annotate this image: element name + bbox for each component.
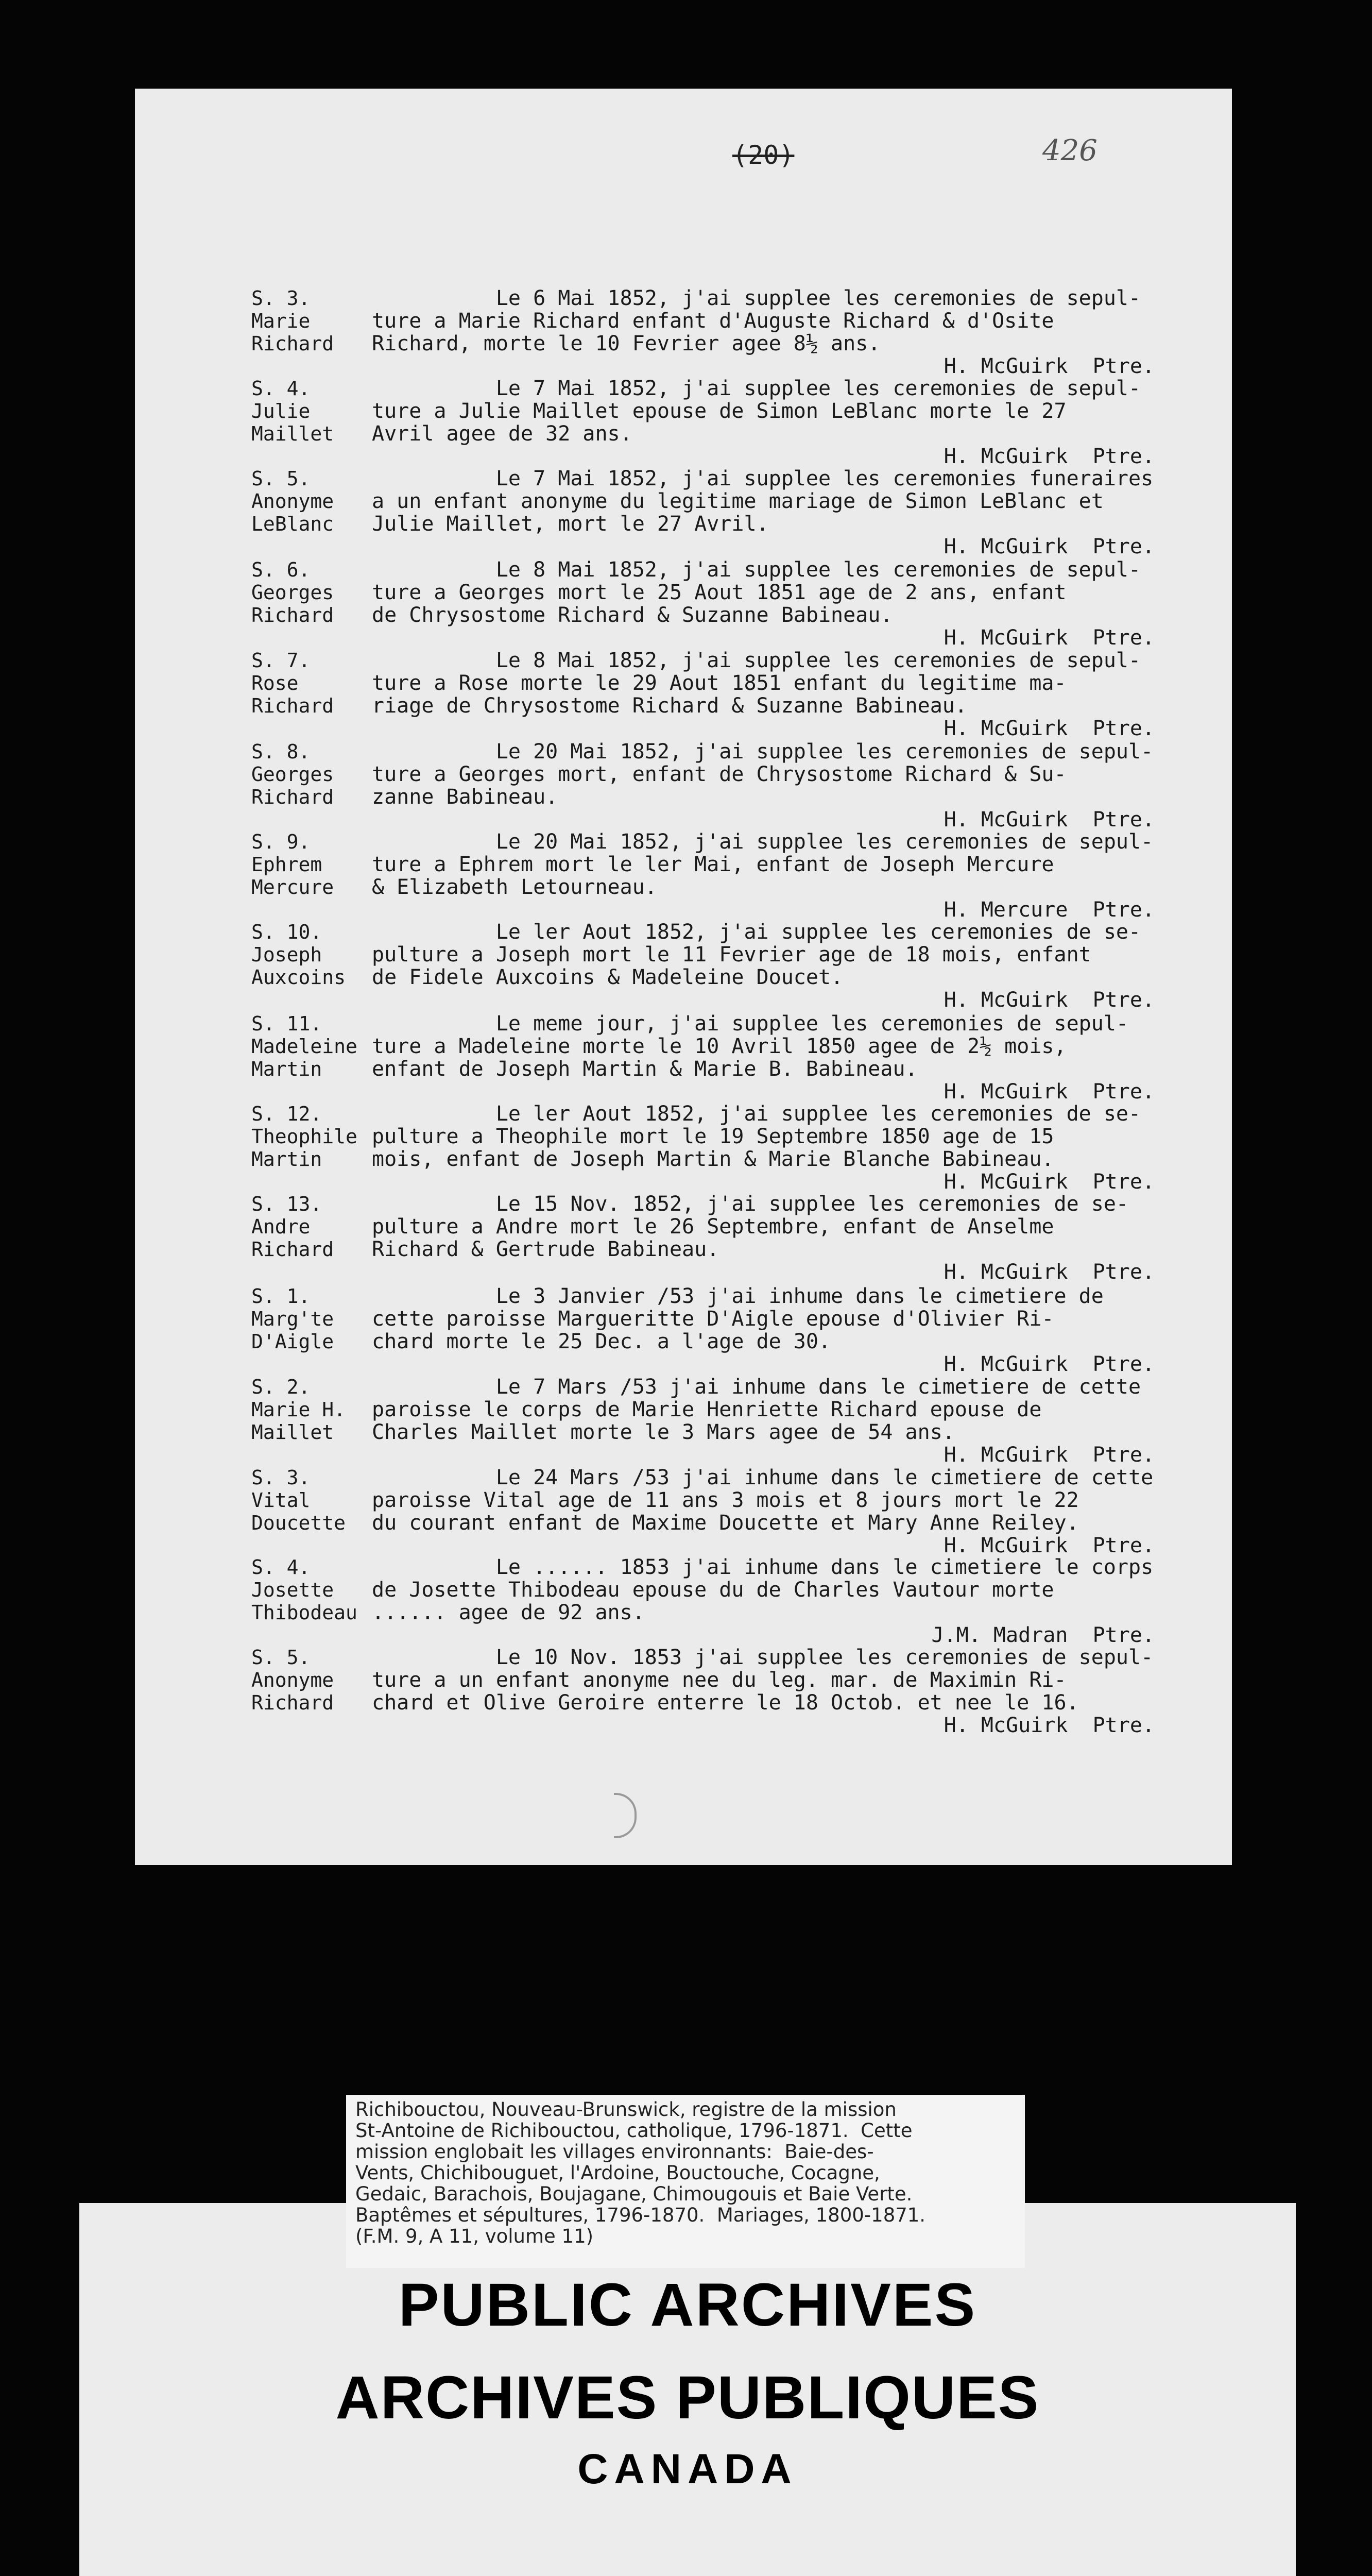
entry-name1: Theophile (251, 1125, 357, 1148)
entry-signature: J.M. Madran Ptre. (931, 1623, 1155, 1647)
entry-text: Le 8 Mai 1852, j'ai supplee les ceremonies de sepul- ture a Rose morte le 29 Aout 1851 enfant du legitime ma- riage de Chrysostome Richard & Suzanne Babineau. (372, 649, 1141, 718)
register-page (135, 89, 1232, 1865)
entry-code: S. 3. (251, 1466, 311, 1489)
entry-name2: Maillet (251, 1421, 334, 1444)
entry-text: Le 8 Mai 1852, j'ai supplee les ceremonies de sepul- ture a Georges mort le 25 Aout 1851 age de 2 ans, enfant de Chrysostome Richard & Suzanne Babineau. (372, 558, 1141, 627)
entry-text: Le ler Aout 1852, j'ai supplee les ceremonies de se- pulture a Joseph mort le 11 Fevrier age de 18 mois, enfant de Fidele Auxcoins & Madeleine Doucet. (372, 920, 1141, 989)
entry-name1: Georges (251, 763, 334, 786)
entry-margin-note (251, 1285, 380, 1353)
entry-margin-note (251, 831, 380, 899)
entry-name2: LeBlanc (251, 513, 334, 535)
entry-signature: H. McGuirk Ptre. (944, 1534, 1155, 1557)
entry-text: Le 6 Mai 1852, j'ai supplee les ceremonies de sepul- ture a Marie Richard enfant d'Auguste Richard & d'Osite Richard, morte le 10 Fevrier agee 8½ ans. (372, 286, 1141, 355)
entry-code: S. 13. (251, 1193, 322, 1215)
entry-margin-note (251, 377, 380, 445)
entry-signature: H. McGuirk Ptre. (944, 535, 1155, 558)
entry-signature: H. McGuirk Ptre. (944, 1080, 1155, 1104)
entry-margin-note (251, 1646, 380, 1714)
entry-text: Le 3 Janvier /53 j'ai inhume dans le cimetiere de cette paroisse Margueritte D'Aigle epouse d'Olivier Ri- chard morte le 25 Dec. a l'age de 30. (372, 1284, 1104, 1353)
entry-margin-note (251, 558, 380, 626)
entry-margin-note (251, 921, 380, 989)
entry-name2: Doucette (251, 1512, 346, 1534)
entry-margin-note (251, 287, 380, 355)
entry-name1: Marie H. (251, 1398, 346, 1421)
entry-text: Le 24 Mars /53 j'ai inhume dans le cimetiere de cette paroisse Vital age de 11 ans 3 mois et 8 jours mort le 22 du courant enfant de Maxime Doucette et Mary Anne Reiley. (372, 1466, 1154, 1535)
entry-name1: Andre (251, 1215, 311, 1238)
entry-signature: H. McGuirk Ptre. (944, 1714, 1155, 1737)
entry-text: Le 7 Mars /53 j'ai inhume dans le cimetiere de cette paroisse le corps de Marie Henriette Richard epouse de Charles Maillet morte le 3 Mars agee de 54 ans. (372, 1375, 1141, 1444)
entry-name2: Richard (251, 694, 334, 717)
entry-name2: Mercure (251, 876, 334, 899)
entry-margin-note (251, 1193, 380, 1261)
entry-text: Le 20 Mai 1852, j'ai supplee les ceremonies de sepul- ture a Ephrem mort le ler Mai, enfant de Joseph Mercure & Elizabeth Letourneau. (372, 830, 1154, 899)
entry-margin-note (251, 467, 380, 535)
entry-name1: Madeleine (251, 1035, 357, 1058)
entry-name2: Richard (251, 1691, 334, 1714)
entry-name2: Martin (251, 1148, 322, 1171)
entry-name1: Vital (251, 1489, 311, 1512)
entry-signature: H. McGuirk Ptre. (944, 808, 1155, 832)
entry-code: S. 12. (251, 1103, 322, 1125)
entry-code: S. 9. (251, 831, 311, 853)
entry-name1: Joseph (251, 943, 322, 966)
folio-number: 426 (1042, 134, 1097, 167)
entry-code: S. 4. (251, 1556, 311, 1579)
entry-signature: H. McGuirk Ptre. (944, 1170, 1155, 1194)
entry-margin-note (251, 1376, 380, 1444)
entry-name2: D'Aigle (251, 1330, 334, 1353)
entry-name1: Ephrem (251, 853, 322, 876)
entry-name1: Marg'te (251, 1308, 334, 1330)
entry-name2: Richard (251, 332, 334, 355)
entry-margin-note (251, 1556, 380, 1624)
entry-margin-note (251, 649, 380, 717)
entry-text: Le 15 Nov. 1852, j'ai supplee les ceremonies de se- pulture a Andre mort le 26 Septembre, enfant de Anselme Richard & Gertrude Babineau. (372, 1192, 1129, 1261)
entry-name1: Marie (251, 310, 311, 332)
entry-signature: H. McGuirk Ptre. (944, 445, 1155, 468)
label-line-3: CANADA (577, 2446, 798, 2493)
entry-code: S. 10. (251, 921, 322, 943)
collection-caption: Richibouctou, Nouveau-Brunswick, registre de la mission St-Antoine de Richibouctou, catholique, 1796-1871. Cette mission englobait les villages environnants: Baie-des- Vents, Chichibouguet, l'Ardoine, Bouctouche, Cocagne, Gedaic, Barachois, Boujagane, Chimougouis et Baie Verte. Baptêmes et sépultures, 1796-1870. Mariages, 1800-1871. (F.M. 9, A 11, volume 11) (346, 2095, 1025, 2268)
entry-name1: Josette (251, 1579, 334, 1601)
entry-code: S. 1. (251, 1285, 311, 1308)
entry-text: Le 7 Mai 1852, j'ai supplee les ceremonies funeraires a un enfant anonyme du legitime mariage de Simon LeBlanc et Julie Maillet, mort le 27 Avril. (372, 467, 1154, 536)
entry-signature: H. McGuirk Ptre. (944, 1260, 1155, 1284)
entry-name1: Julie (251, 400, 311, 422)
entry-margin-note (251, 1012, 380, 1080)
entry-signature: H. McGuirk Ptre. (944, 988, 1155, 1012)
entry-name1: Anonyme (251, 490, 334, 513)
entry-name2: Martin (251, 1058, 322, 1080)
entry-margin-note (251, 1103, 380, 1171)
entry-code: S. 5. (251, 1646, 311, 1669)
entry-name1: Anonyme (251, 1669, 334, 1691)
entry-margin-note (251, 740, 380, 808)
entry-name2: Richard (251, 604, 334, 626)
entry-text: Le ler Aout 1852, j'ai supplee les ceremonies de se- pulture a Theophile mort le 19 Septembre 1850 age de 15 mois, enfant de Joseph Martin & Marie Blanche Babineau. (372, 1102, 1141, 1171)
entry-code: S. 3. (251, 287, 311, 310)
label-line-1: PUBLIC ARCHIVES (398, 2271, 977, 2339)
entry-text: Le ...... 1853 j'ai inhume dans le cimetiere le corps de Josette Thibodeau epouse du de Charles Vautour morte ...... agee de 92 ans. (372, 1555, 1154, 1624)
entry-signature: H. McGuirk Ptre. (944, 1443, 1155, 1467)
entry-text: Le 10 Nov. 1853 j'ai supplee les ceremonies de sepul- ture a un enfant anonyme nee du leg. mar. de Maximin Ri- chard et Olive Geroire enterre le 18 Octob. et nee le 16. (372, 1646, 1154, 1715)
entry-signature: H. McGuirk Ptre. (944, 354, 1155, 378)
entry-margin-note (251, 1466, 380, 1534)
entry-name1: Georges (251, 581, 334, 604)
entry-code: S. 11. (251, 1012, 322, 1035)
entry-code: S. 5. (251, 467, 311, 490)
pencil-mark (614, 1793, 637, 1838)
entry-signature: H. McGuirk Ptre. (944, 717, 1155, 740)
entry-code: S. 6. (251, 558, 311, 581)
entry-code: S. 7. (251, 649, 311, 672)
entry-name2: Auxcoins (251, 966, 346, 989)
entry-name1: Rose (251, 672, 299, 694)
entry-signature: H. McGuirk Ptre. (944, 1352, 1155, 1376)
page-number: (20) (732, 140, 795, 170)
entry-text: Le meme jour, j'ai supplee les ceremonies de sepul- ture a Madeleine morte le 10 Avril 1850 agee de 2½ mois, enfant de Joseph Martin & Marie B. Babineau. (372, 1012, 1129, 1081)
entry-code: S. 2. (251, 1376, 311, 1398)
entry-text: Le 20 Mai 1852, j'ai supplee les ceremonies de sepul- ture a Georges mort, enfant de Chrysostome Richard & Su- zanne Babineau. (372, 740, 1154, 809)
entry-text: Le 7 Mai 1852, j'ai supplee les ceremonies de sepul- ture a Julie Maillet epouse de Simon LeBlanc morte le 27 Avril agee de 32 ans. (372, 377, 1141, 446)
entry-signature: H. McGuirk Ptre. (944, 626, 1155, 650)
label-line-2: ARCHIVES PUBLIQUES (335, 2364, 1040, 2432)
entry-name2: Richard (251, 1238, 334, 1261)
entry-signature: H. Mercure Ptre. (944, 898, 1155, 922)
entry-name2: Thibodeau (251, 1601, 357, 1624)
entry-code: S. 8. (251, 740, 311, 763)
entry-name2: Richard (251, 786, 334, 808)
entry-name2: Maillet (251, 422, 334, 445)
entry-code: S. 4. (251, 377, 311, 400)
